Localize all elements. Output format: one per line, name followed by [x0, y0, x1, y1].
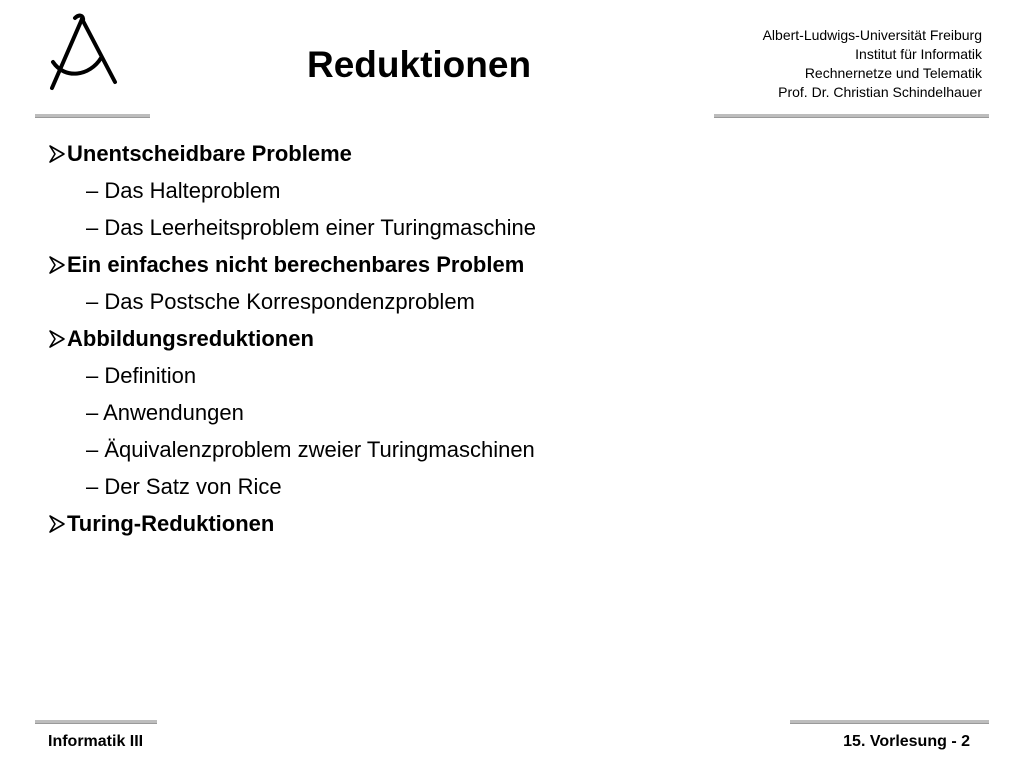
outline-heading: Abbildungsreduktionen [67, 325, 314, 351]
footer-course-title: Informatik III [48, 733, 144, 750]
outline-subitem-text: – Anwendungen [86, 399, 244, 425]
slide-outline [48, 135, 948, 542]
footer-lecture-number: 15. Vorlesung - 2 [843, 733, 970, 750]
outline-subitem-text: – Äquivalenzproblem zweier Turingmaschinen [86, 436, 535, 462]
professor-name: Prof. Dr. Christian Schindelhauer [778, 84, 982, 100]
outline-subitem [48, 209, 948, 246]
outline-subitem-text: – Definition [86, 362, 197, 388]
outline-subitem [48, 394, 948, 431]
outline-subitem-text: – Das Halteproblem [86, 177, 281, 203]
institute-name: Institut für Informatik [855, 46, 982, 62]
outline-subitem [48, 357, 948, 394]
outline-subitem-text: – Das Postsche Korrespondenzproblem [86, 288, 475, 314]
outline-item [48, 505, 948, 542]
header-rule-left [35, 114, 150, 118]
outline-item [48, 246, 948, 283]
outline-heading: Ein einfaches nicht berechenbares Problem [67, 251, 525, 277]
department-name: Rechnernetze und Telematik [804, 65, 982, 81]
outline-subitem-text: – Das Leerheitsproblem einer Turingmaschine [86, 214, 537, 240]
footer-rule-left [35, 720, 157, 724]
university-logo-icon [30, 10, 130, 100]
outline-item [48, 135, 948, 172]
outline-subitem [48, 172, 948, 209]
outline-heading: Turing-Reduktionen [67, 510, 275, 536]
arrow-bullet-icon [48, 255, 66, 275]
outline-subitem-text: – Der Satz von Rice [86, 473, 282, 499]
outline-subitem [48, 283, 948, 320]
footer-rule-right [790, 720, 989, 724]
page-title: Reduktionen [307, 44, 532, 85]
arrow-bullet-icon [48, 144, 66, 164]
affiliation-block [763, 26, 982, 102]
outline-heading: Unentscheidbare Probleme [67, 140, 352, 166]
outline-item [48, 320, 948, 357]
outline-subitem [48, 468, 948, 505]
header-rule-right [714, 114, 989, 118]
arrow-bullet-icon [48, 514, 66, 534]
arrow-bullet-icon [48, 329, 66, 349]
outline-subitem [48, 431, 948, 468]
university-name: Albert-Ludwigs-Universität Freiburg [762, 27, 982, 43]
